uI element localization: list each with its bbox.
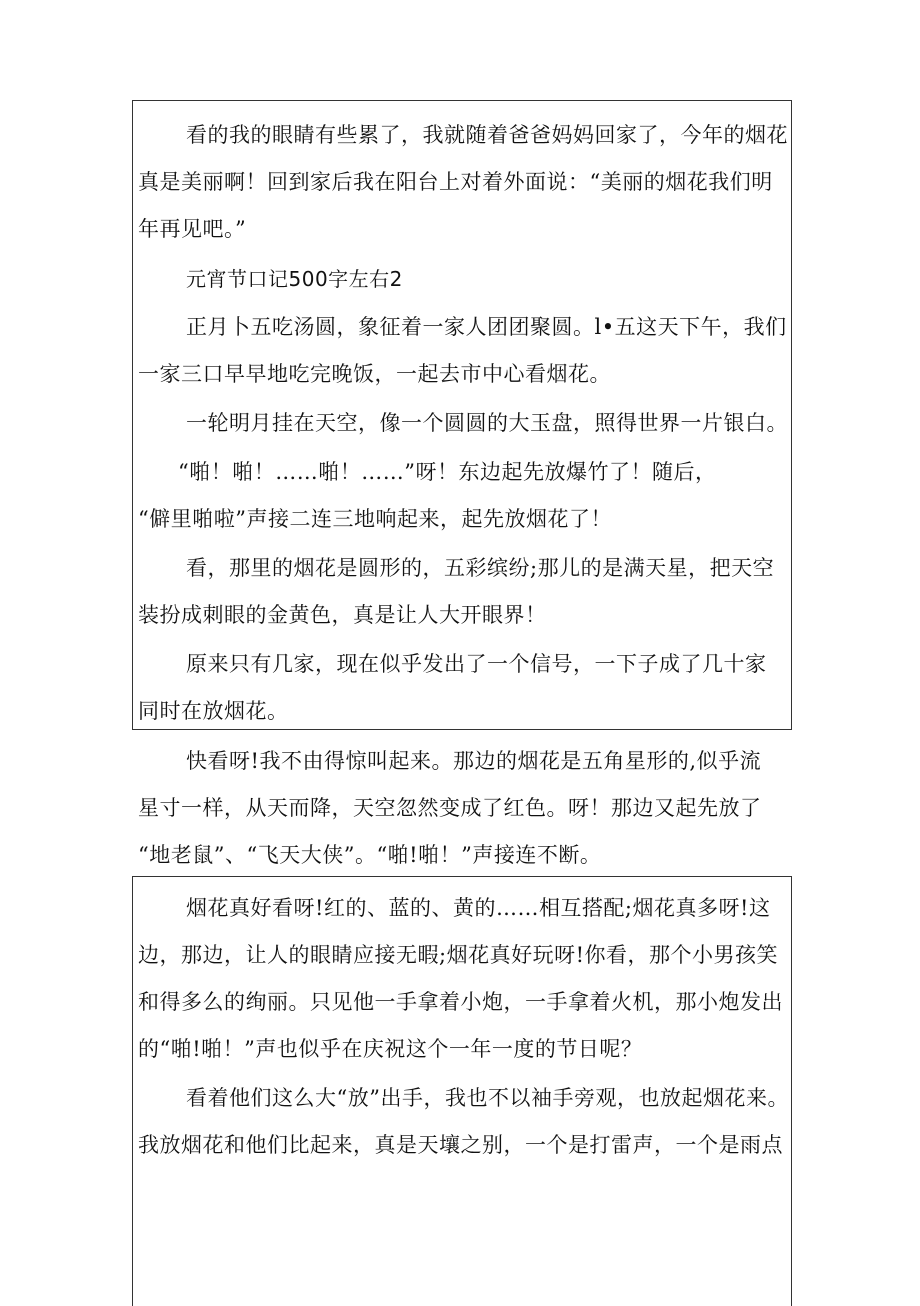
paragraph-line: “僻里啪啦”声接二连三地响起来，起先放烟花了！: [138, 507, 612, 531]
paragraph-line: 一轮明月挂在天空，像一个圆圆的大玉盘，照得世界一片银白。: [186, 411, 788, 435]
paragraph-line: 我放烟花和他们比起来，真是天壤之别，一个是打雷声，一个是雨点: [138, 1133, 783, 1157]
paragraph-line: 看着他们这么大“放”出手，我也不以袖手旁观，也放起烟花来。: [186, 1086, 789, 1110]
paragraph-line: 装扮成刺眼的金黄色，真是让人大开眼界！: [138, 603, 547, 627]
paragraph-line: 原来只有几家，现在似乎发出了一个信号，一下子成了几十家: [186, 652, 767, 676]
paragraph-line: “地老鼠”、“飞天大侠”。“啪!啪！”声接连不断。: [138, 843, 602, 867]
paragraph-line: 真是美丽啊！回到家后我在阳台上对着外面说：“美丽的烟花我们明: [138, 170, 773, 194]
paragraph-line: 同时在放烟花。: [138, 699, 289, 723]
paragraph-line: 快看呀!我不由得惊叫起来。那边的烟花是五角星形的,似乎流: [186, 749, 762, 773]
paragraph-line: 烟花真好看呀!红的、蓝的、黄的……相互搭配;烟花真多呀!这: [186, 896, 771, 920]
paragraph-line: 边，那边，让人的眼睛应接无暇;烟花真好玩呀!你看，那个小男孩笑: [138, 943, 779, 967]
paragraph-line: 的“啪!啪！”声也似乎在庆祝这个一年一度的节日呢？: [138, 1037, 643, 1061]
paragraph-line: 看，那里的烟花是圆形的，五彩缤纷;那儿的是满天星，把天空: [186, 556, 775, 580]
section-heading: 元宵节口记500字左右2: [186, 267, 403, 291]
paragraph-line: 一家三口早早地吃完晚饭，一起去市中心看烟花。: [138, 362, 611, 386]
paragraph-line: 和得多么的绚丽。只见他一手拿着小炮，一手拿着火机，那小炮发出: [138, 990, 783, 1014]
paragraph-line: 看的我的眼睛有些累了，我就随着爸爸妈妈回家了，今年的烟花: [186, 123, 788, 147]
paragraph-line: 正月卜五吃汤圆，象征着一家人团团聚圆。l•五这天下午，我们: [186, 315, 787, 339]
paragraph-line: “啪！啪！……啪！……”呀！东边起先放爆竹了！随后，: [178, 460, 717, 484]
paragraph-line: 年再见吧。”: [138, 217, 247, 241]
paragraph-line: 星寸一样，从天而降，天空忽然变成了红色。呀！那边又起先放了: [138, 796, 762, 820]
